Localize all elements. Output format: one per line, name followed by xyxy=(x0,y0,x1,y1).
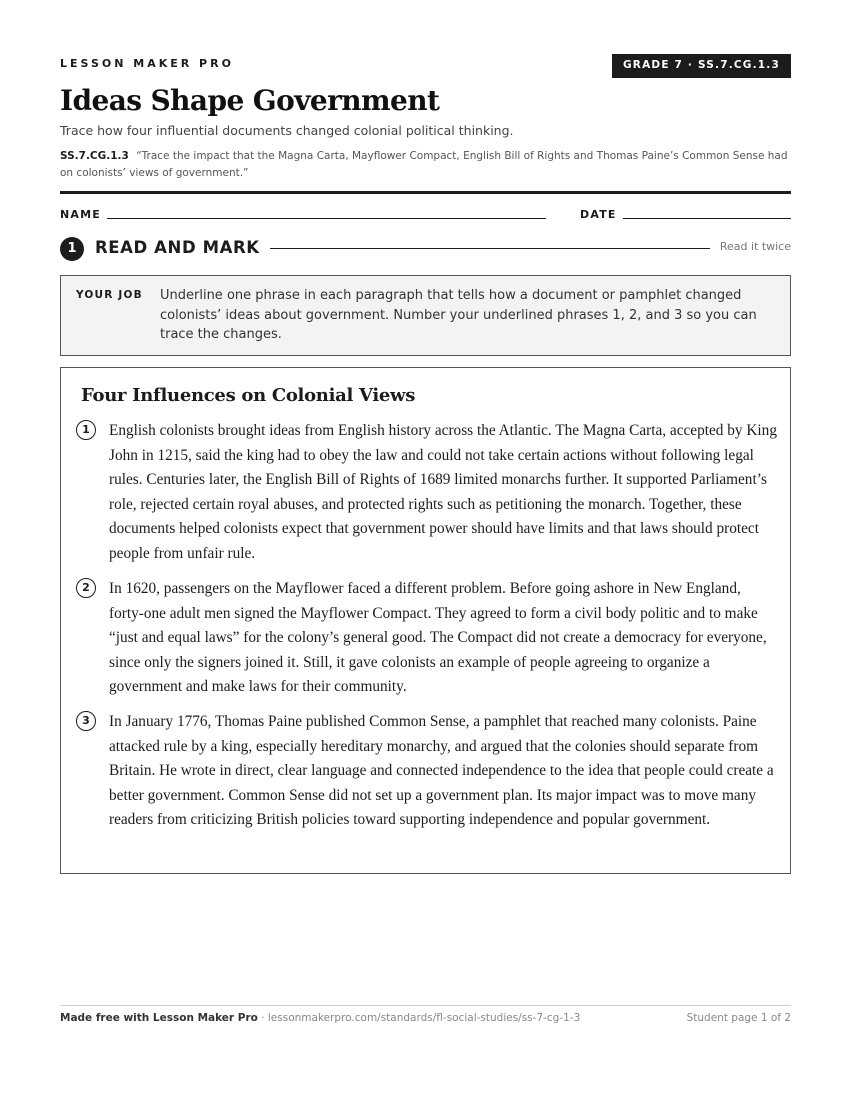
reading-title: Four Influences on Colonial Views xyxy=(81,385,416,406)
brand-name: LESSON MAKER PRO xyxy=(60,57,234,70)
header-divider xyxy=(60,191,791,194)
standard-statement xyxy=(60,148,791,182)
footer-divider xyxy=(60,1005,791,1006)
section-note: Read it twice xyxy=(719,240,791,253)
name-label: NAME xyxy=(60,208,101,221)
paragraph-number: 2 xyxy=(76,578,96,598)
page-title: Ideas Shape Government xyxy=(60,84,440,117)
instructions-label: YOUR JOB xyxy=(76,289,143,301)
paragraph-text: In 1620, passengers on the Mayflower faced a different problem. Before going ashore in New England, forty-one adult men signed the Mayflower Compact. They agreed to form a civil body politic and to make “just and equal laws” for the colony’s general good. The Compact did not create a democracy for everyone, since only the signers joined it. Still, it gave colonists an example of people agreeing to organize a government and make laws for their community. xyxy=(109,580,767,696)
date-label: DATE xyxy=(580,208,617,221)
footer-credit xyxy=(60,1012,580,1024)
paragraph-text: In January 1776, Thomas Paine published Common Sense, a pamphlet that reached many colonists. Paine attacked rule by a king, especially hereditary monarchy, and argued that the colonies should separate from Britain. He wrote in direct, clear language and connected independence to the idea that people could create a better government. Common Sense did not set up a government plan. Its major impact was to move many readers from criticizing British policies toward supporting independence and popular government. xyxy=(109,713,774,829)
section-divider xyxy=(270,248,710,249)
instructions-text: Underline one phrase in each paragraph that tells how a document or pamphlet changed colonists’ ideas about government. Number your underlined phrases 1, 2, and 3 so you can trace the changes. xyxy=(160,288,757,342)
footer-url[interactable]: · lessonmakerpro.com/standards/fl-social-studies/ss-7-cg-1-3 xyxy=(261,1012,581,1024)
footer-page-number: Student page 1 of 2 xyxy=(686,1012,791,1024)
standard-text: “Trace the impact that the Magna Carta, Mayflower Compact, English Bill of Rights and Thomas Paine’s Common Sense had on colonists’ views of government.” xyxy=(60,150,788,179)
instructions-box xyxy=(60,275,791,356)
worksheet-page xyxy=(60,0,791,1100)
section-title: READ AND MARK xyxy=(95,238,260,257)
footer-made-with: Made free with Lesson Maker Pro xyxy=(60,1012,258,1024)
paragraph-number: 1 xyxy=(76,420,96,440)
date-field[interactable] xyxy=(623,218,791,219)
standard-code: SS.7.CG.1.3 xyxy=(60,150,129,162)
reading-passage xyxy=(60,367,791,874)
paragraph-number: 3 xyxy=(76,711,96,731)
grade-badge: GRADE 7 · SS.7.CG.1.3 xyxy=(612,54,791,78)
section-number-badge: 1 xyxy=(60,237,84,261)
page-subtitle: Trace how four influential documents changed colonial political thinking. xyxy=(60,123,514,138)
paragraph-text: English colonists brought ideas from English history across the Atlantic. The Magna Carta, accepted by King John in 1215, said the king had to obey the law and could not take certain actions without following legal rules. Centuries later, the English Bill of Rights of 1689 limited monarchs further. It supported Parliament’s role, rejected certain royal abuses, and protected rights such as petitioning the monarch. Together, these documents helped colonists expect that government power should have limits and that laws should protect people from unfair rule. xyxy=(109,422,777,562)
name-field[interactable] xyxy=(107,218,546,219)
